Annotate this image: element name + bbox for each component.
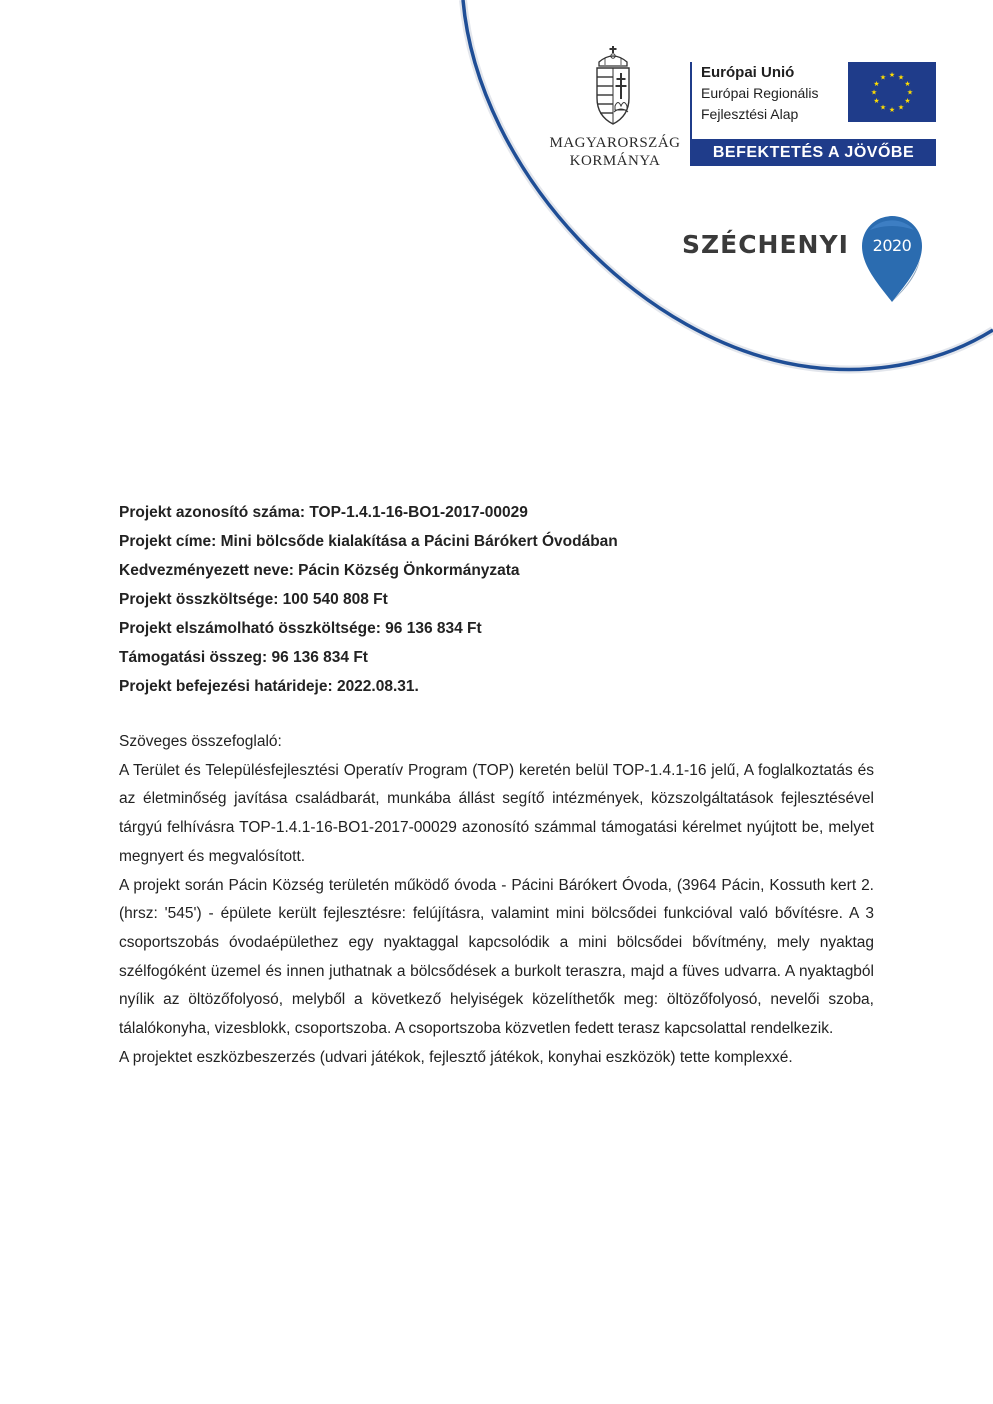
svg-text:★: ★ xyxy=(888,106,896,114)
eu-flag-icon xyxy=(848,62,936,122)
location-pin-icon xyxy=(862,216,922,302)
svg-text:★: ★ xyxy=(888,71,896,79)
deadline-line: Projekt befejezési határideje: 2022.08.31. xyxy=(119,678,419,695)
eligible-cost-line: Projekt elszámolható összköltsége: 96 136 834 Ft xyxy=(119,620,482,637)
grant-line: Támogatási összeg: 96 136 834 Ft xyxy=(119,649,368,666)
header-arc-decoration xyxy=(0,0,993,420)
summary-paragraph-3: A projektet eszközbeszerzés (udvari játékok, fejlesztő játékok, konyhai eszközök) tette komplexxé. xyxy=(119,1048,793,1066)
eu-logo-text xyxy=(701,62,819,125)
beneficiary-line: Kedvezményezett neve: Pácin Község Önkormányzata xyxy=(119,562,520,579)
government-logo-text xyxy=(540,134,690,170)
svg-text:★: ★ xyxy=(904,80,911,88)
svg-text:★: ★ xyxy=(870,88,878,97)
svg-text:★: ★ xyxy=(897,103,905,112)
project-title-line: Projekt címe: Mini bölcsőde kialakítása a Pácini Bárókert Óvodában xyxy=(119,533,618,550)
eu-slogan-banner: BEFEKTETÉS A JÖVŐBE xyxy=(691,139,936,166)
svg-text:★: ★ xyxy=(904,97,911,105)
hungarian-coat-of-arms-icon xyxy=(597,46,629,124)
svg-text:★: ★ xyxy=(873,80,880,88)
svg-text:★: ★ xyxy=(879,103,887,112)
text-summary-block xyxy=(119,728,874,1072)
project-id-line: Projekt azonosító száma: TOP-1.4.1-16-BO1-2017-00029 xyxy=(119,504,528,521)
header-arc-line xyxy=(463,0,993,369)
svg-text:★: ★ xyxy=(873,97,880,105)
szechenyi-wordmark: SZÉCHENYI xyxy=(682,230,849,259)
eu-fund-line-1: Európai Regionális xyxy=(701,85,819,101)
szechenyi-year: 2020 xyxy=(872,236,912,255)
summary-paragraph-2: A projekt során Pácin Község területén működő óvoda - Pácini Bárókert Óvoda, (3964 Pácin, Kossuth kert 2. (hrsz: '545') - épülete került fejlesztésre: felújításra, valamint mini bölcsődei funkcióval való bővítésre. A 3 csoportszobás óvodaépülethez egy nyaktaggal kapcsolódik a mini bölcsődei bővítmény, mely nyaktag szélfogóként üzemel és innen juthatnak a bölcsődések a burkolt teraszra, majd a füves udvarra. A nyaktagból nyílik az öltözőfolyosó, melyből a következő helyiségek közelíthetők meg: öltözőfolyosó, nevelői szoba, tálalókonyha, vizesblokk, csoportszoba. A csoportszoba közvetlen fedett terasz kapcsolattal rendelkezik. xyxy=(119,876,874,1038)
svg-text:★: ★ xyxy=(897,73,905,82)
svg-text:★: ★ xyxy=(879,73,887,82)
project-info-block xyxy=(119,498,879,701)
total-cost-line: Projekt összköltsége: 100 540 808 Ft xyxy=(119,591,388,608)
eu-title: Európai Unió xyxy=(701,64,795,81)
eu-fund-line-2: Fejlesztési Alap xyxy=(701,106,799,122)
summary-heading: Szöveges összefoglaló: xyxy=(119,733,282,750)
government-line-1: MAGYARORSZÁG xyxy=(549,135,681,151)
summary-paragraph-1: A Terület és Településfejlesztési Operatív Program (TOP) keretén belül TOP-1.4.1-16 jelű, A foglalkoztatás és az életminőség javítása családbarát, munkába állást segítő intézmények, közszolgáltatások fejlesztésével tárgyú felhívásra TOP-1.4.1-16-BO1-2017-00029 azonosító számmal támogatási kérelmet nyújtott be, melyet megnyert és megvalósított. xyxy=(119,761,874,865)
svg-text:★: ★ xyxy=(906,88,914,97)
government-line-2: KORMÁNYA xyxy=(569,153,661,169)
